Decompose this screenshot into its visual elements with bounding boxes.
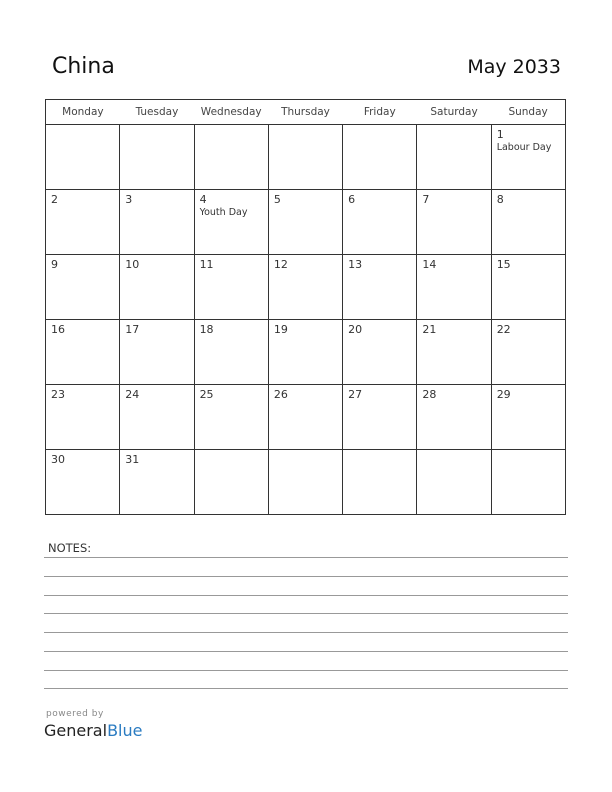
day-number: 24 (125, 388, 140, 401)
day-cell (417, 125, 491, 190)
day-cell (194, 320, 268, 385)
day-cell (491, 320, 565, 385)
day-number: 31 (125, 453, 140, 466)
day-number: 23 (51, 388, 65, 401)
day-cell (46, 450, 120, 515)
brand-general: General (44, 721, 108, 740)
day-cell (120, 125, 194, 190)
note-line (44, 632, 568, 633)
week-row (46, 450, 566, 515)
note-line (44, 613, 568, 614)
day-cell (491, 450, 565, 515)
day-number: 17 (125, 323, 140, 336)
weekday-tuesday: Tuesday (120, 100, 194, 125)
notes-label: NOTES: (48, 541, 92, 555)
day-cell (417, 385, 491, 450)
day-cell (120, 385, 194, 450)
weekday-saturday: Saturday (417, 100, 491, 125)
day-cell (417, 450, 491, 515)
note-line (44, 557, 568, 558)
brand-blue: Blue (107, 721, 143, 740)
day-cell (194, 450, 268, 515)
day-cell (194, 385, 268, 450)
week-row (46, 385, 566, 450)
week-row (46, 320, 566, 385)
day-cell (343, 190, 417, 255)
day-number: 9 (51, 258, 58, 271)
day-cell (120, 320, 194, 385)
day-cell (268, 320, 342, 385)
weekday-sunday: Sunday (491, 100, 565, 125)
holiday-label: Youth Day (199, 207, 248, 218)
day-number: 22 (496, 323, 511, 336)
day-cell (268, 125, 342, 190)
day-cell (343, 255, 417, 320)
month-year-title: May 2033 (467, 56, 561, 78)
week-row (46, 190, 566, 255)
day-cell (343, 125, 417, 190)
day-cell (46, 255, 120, 320)
generalblue-logo (44, 721, 142, 740)
day-number: 18 (199, 323, 214, 336)
day-number: 7 (422, 193, 430, 206)
day-number: 4 (199, 193, 207, 206)
note-line (44, 688, 568, 689)
day-cell (46, 320, 120, 385)
day-number: 19 (273, 323, 288, 336)
day-cell (417, 190, 491, 255)
day-number: 6 (348, 193, 356, 206)
weekday-thursday: Thursday (268, 100, 342, 125)
day-number: 1 (496, 128, 504, 141)
week-row (46, 125, 566, 190)
calendar-grid (45, 99, 566, 515)
day-number: 10 (125, 258, 140, 271)
day-cell (268, 450, 342, 515)
day-cell (491, 255, 565, 320)
day-number: 8 (496, 193, 504, 206)
day-cell (46, 125, 120, 190)
day-number: 12 (273, 258, 288, 271)
day-number: 29 (496, 388, 511, 401)
day-cell (491, 125, 565, 190)
day-number: 28 (422, 388, 437, 401)
day-cell (194, 255, 268, 320)
day-number: 30 (51, 453, 65, 466)
day-number: 3 (125, 193, 133, 206)
day-cell (268, 190, 342, 255)
powered-by-text: powered by (46, 709, 104, 719)
day-cell (120, 190, 194, 255)
holiday-label: Labour Day (496, 142, 552, 153)
day-cell (194, 125, 268, 190)
note-line (44, 651, 568, 652)
day-number: 15 (496, 258, 511, 271)
day-cell (120, 450, 194, 515)
day-cell (120, 255, 194, 320)
day-cell (268, 255, 342, 320)
day-number: 26 (273, 388, 288, 401)
day-number: 13 (348, 258, 363, 271)
day-cell (194, 190, 268, 255)
day-number: 27 (348, 388, 363, 401)
day-cell (46, 385, 120, 450)
day-number: 20 (348, 323, 363, 336)
day-number: 2 (51, 193, 58, 206)
weekday-wednesday: Wednesday (194, 100, 268, 125)
day-cell (268, 385, 342, 450)
week-row (46, 255, 566, 320)
day-cell (46, 190, 120, 255)
note-line (44, 670, 568, 671)
day-cell (417, 320, 491, 385)
country-title: China (52, 54, 115, 79)
day-number: 25 (199, 388, 214, 401)
day-number: 5 (273, 193, 281, 206)
day-cell (343, 450, 417, 515)
weekday-monday: Monday (46, 100, 120, 125)
day-cell (417, 255, 491, 320)
weekday-header-row (46, 100, 566, 125)
day-cell (491, 190, 565, 255)
day-cell (491, 385, 565, 450)
note-line (44, 595, 568, 596)
day-number: 14 (422, 258, 437, 271)
day-cell (343, 385, 417, 450)
day-cell (343, 320, 417, 385)
day-number: 21 (422, 323, 437, 336)
day-number: 16 (51, 323, 65, 336)
weekday-friday: Friday (343, 100, 417, 125)
note-line (44, 576, 568, 577)
day-number: 11 (199, 258, 214, 271)
